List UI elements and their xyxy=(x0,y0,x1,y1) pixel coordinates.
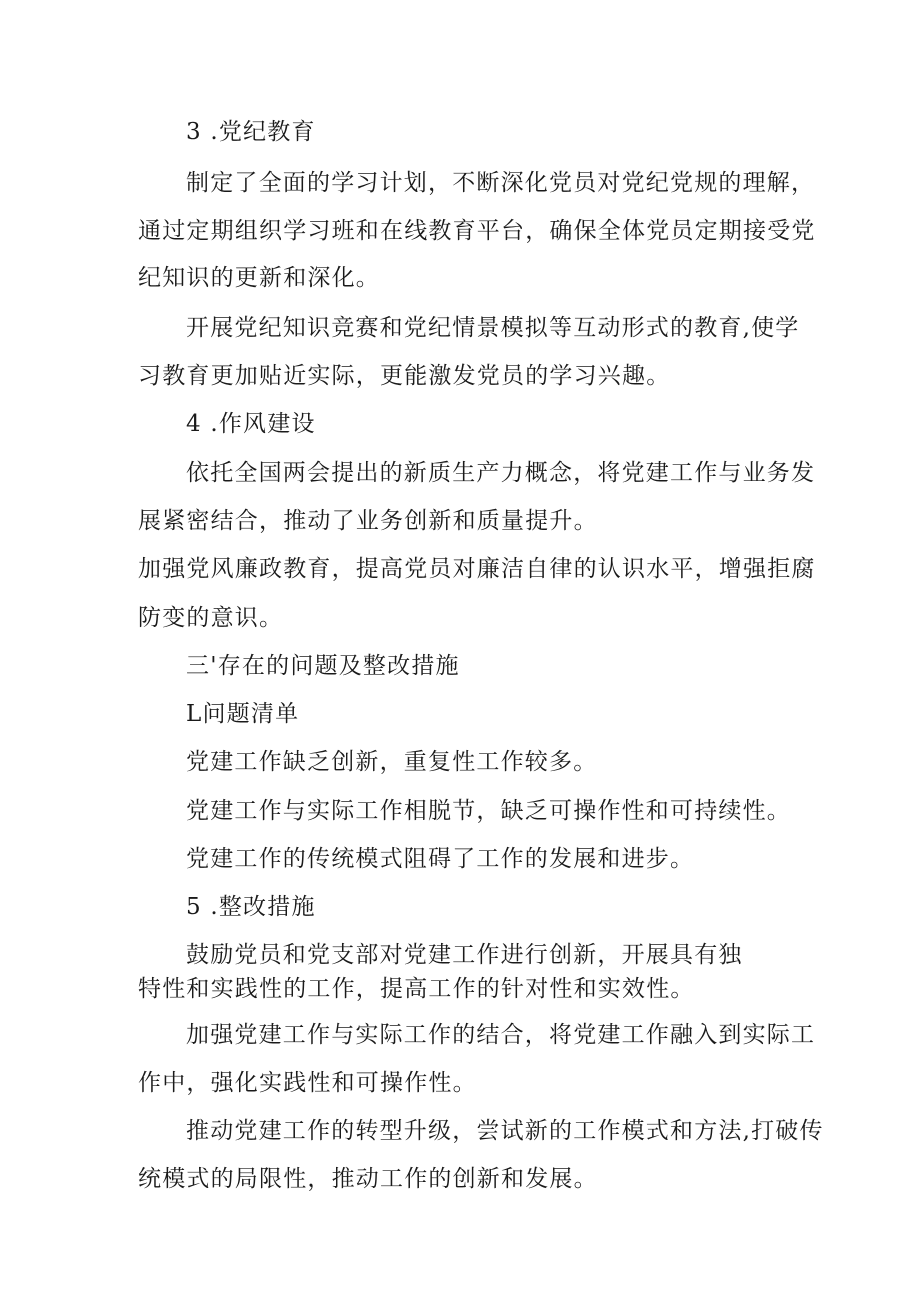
chapter-heading-problems: 三'存在的问题及整改措施 xyxy=(186,653,460,679)
paragraph-line: 纪知识的更新和深化。 xyxy=(138,265,380,291)
paragraph-line: 加强党风廉政教育，提高党员对廉洁自律的认识水平，增强拒腐 xyxy=(138,556,816,582)
paragraph-line: 依托全国两会提出的新质生产力概念，将党建工作与业务发 xyxy=(186,460,816,486)
paragraph-line: 习教育更加贴近实际，更能激发党员的学习兴趣。 xyxy=(138,363,671,389)
paragraph-line: 党建工作与实际工作相脱节，缺乏可操作性和可持续性。 xyxy=(186,798,791,824)
section-heading-rectification: 5 .整改措施 xyxy=(186,894,316,920)
paragraph-line: 作中，强化实践性和可操作性。 xyxy=(138,1070,477,1096)
paragraph-line: 统模式的局限性，推动工作的创新和发展。 xyxy=(138,1166,598,1192)
paragraph-line: 防变的意识。 xyxy=(138,605,284,631)
section-heading-party-discipline-education: 3 .党纪教育 xyxy=(186,119,316,145)
paragraph-line: 鼓励党员和党支部对党建工作进行创新，开展具有独 xyxy=(186,942,743,968)
section-heading-work-style: 4 .作风建设 xyxy=(186,411,316,437)
paragraph-line: 制定了全面的学习计划，不断深化党员对党纪党规的理解， xyxy=(186,170,816,196)
paragraph-line: 开展党纪知识竞赛和党纪情景模拟等互动形式的教育,使学 xyxy=(186,315,800,341)
subheading-problem-list: L问题清单 xyxy=(186,701,300,727)
paragraph-line: 通过定期组织学习班和在线教育平台，确保全体党员定期接受党 xyxy=(138,218,816,244)
paragraph-line: 特性和实践性的工作，提高工作的针对性和实效性。 xyxy=(138,976,695,1002)
paragraph-line: 展紧密结合，推动了业务创新和质量提升。 xyxy=(138,508,598,534)
paragraph-line: 党建工作的传统模式阻碍了工作的发展和进步。 xyxy=(186,846,695,872)
paragraph-line: 党建工作缺乏创新，重复性工作较多。 xyxy=(186,749,598,775)
paragraph-line: 加强党建工作与实际工作的结合，将党建工作融入到实际工 xyxy=(186,1022,816,1048)
paragraph-line: 推动党建工作的转型升级，尝试新的工作模式和方法,打破传 xyxy=(186,1118,824,1144)
